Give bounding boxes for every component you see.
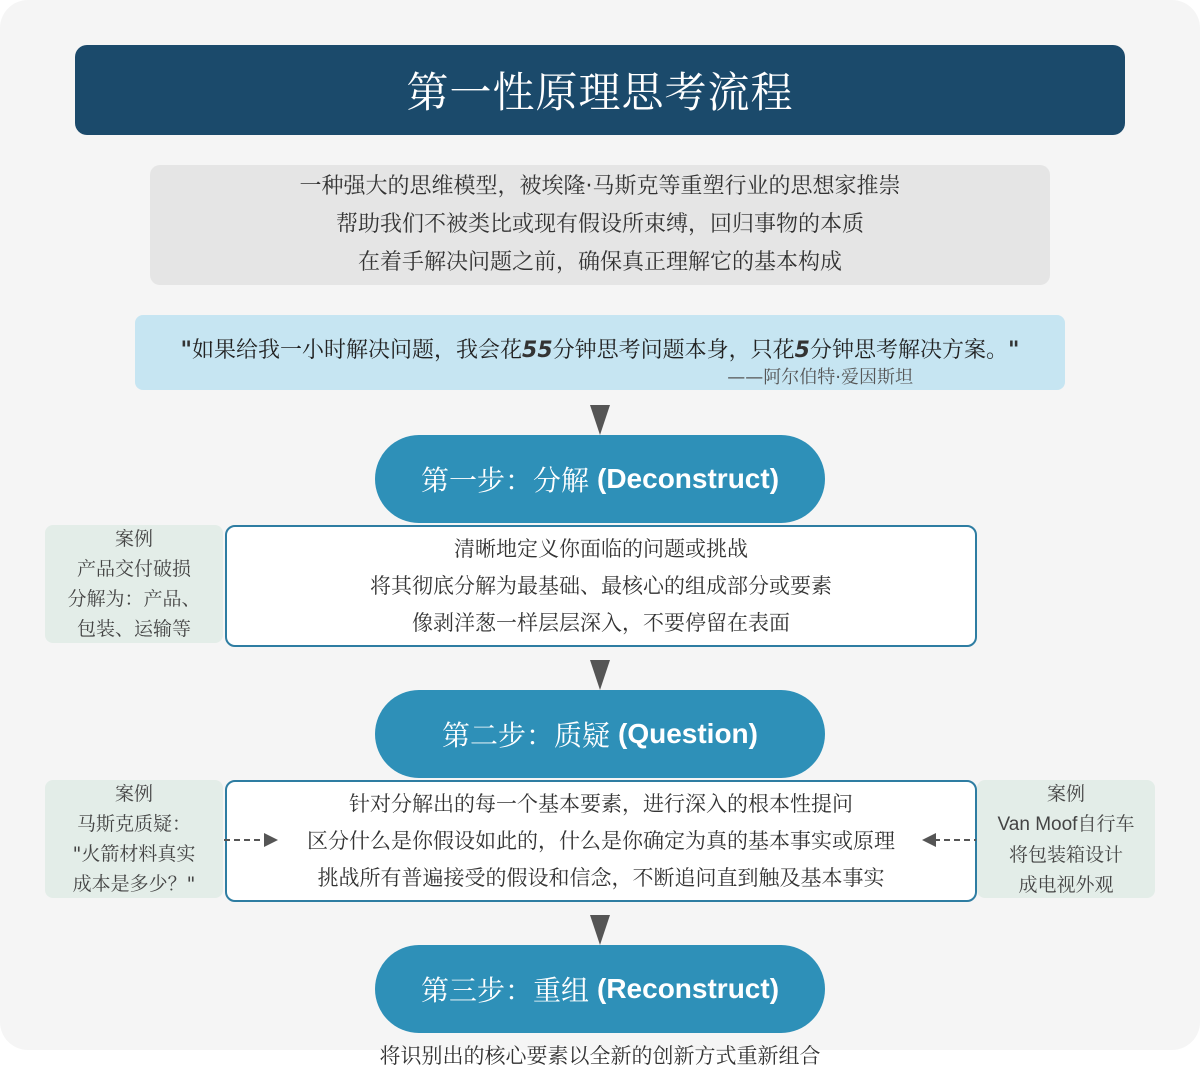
example-line: 分解为：产品、 [67, 588, 201, 610]
example-line: 将包装箱设计 [1008, 843, 1123, 866]
step2-label-zh: 第二步：质疑 [441, 719, 610, 752]
step2-box [225, 780, 977, 902]
step3-pill [375, 945, 825, 1033]
step1-line: 像剥洋葱一样层层深入，不要停留在表面 [412, 610, 790, 635]
step3-label-en: (Reconstruct) [597, 973, 780, 1004]
page-title: 第一性原理思考流程 [406, 68, 794, 117]
step2-line: 区分什么是你假设如此的，什么是你确定为真的基本事实或原理 [307, 828, 895, 853]
step1-line: 清晰地定义你面临的问题或挑战 [454, 536, 748, 561]
quote-number: 55 [522, 338, 553, 363]
step2-right-example [977, 780, 1155, 898]
example-line-suffix: 自行车 [1077, 812, 1135, 835]
quote-box [135, 315, 1065, 390]
example-line: 马斯克质疑： [76, 813, 191, 835]
quote-part: 分钟思考解决方案。 [809, 338, 1008, 363]
step1-label-zh: 第一步：分解 [420, 464, 589, 497]
step1-pill [375, 435, 825, 523]
step1-line: 将其彻底分解为最基础、最核心的组成部分或要素 [370, 573, 832, 598]
right-dashed-arrow-icon [920, 830, 978, 850]
step2-pill [375, 690, 825, 778]
example-brand: Van Moof [997, 813, 1078, 835]
quote-author: ——阿尔伯特·爱因斯坦 [727, 367, 913, 388]
example-line: 产品交付破损 [76, 558, 191, 580]
step1-label-en: (Deconstruct) [597, 463, 780, 494]
step2-line: 针对分解出的每一个基本要素，进行深入的根本性提问 [349, 791, 853, 816]
quote-open-mark: " [180, 338, 192, 363]
left-dashed-arrow-icon [222, 830, 282, 850]
flow-arrow-icon [590, 405, 610, 435]
example-line: "火箭材料真实 [72, 843, 196, 865]
intro-box [150, 165, 1050, 285]
example-title: 案例 [1046, 782, 1085, 805]
step3-label-zh: 第三步：重组 [420, 974, 589, 1007]
example-line: 成本是多少？" [72, 873, 196, 895]
quote-part: 分钟思考问题本身，只花 [552, 338, 795, 363]
title-banner [75, 45, 1125, 135]
flow-arrow-icon [590, 660, 610, 690]
intro-line: 在着手解决问题之前，确保真正理解它的基本构成 [357, 250, 842, 275]
step1-example [45, 525, 223, 643]
flow-arrow-icon [590, 915, 610, 945]
step2-line: 挑战所有普遍接受的假设和信念，不断追问直到触及基本事实 [317, 865, 885, 890]
example-line [998, 809, 1135, 840]
example-line: 成电视外观 [1018, 873, 1114, 896]
intro-line: 帮助我们不被类比或现有假设所束缚，回归事物的本质 [335, 212, 864, 237]
example-title: 案例 [114, 528, 153, 550]
example-title: 案例 [114, 783, 153, 805]
quote-close-mark: " [1007, 338, 1020, 363]
example-line: 包装、运输等 [76, 618, 191, 640]
step2-label-en: (Question) [618, 718, 758, 749]
step1-box [225, 525, 977, 647]
quote-part: 如果给我一小时解决问题，我会花 [192, 338, 523, 363]
intro-line: 一种强大的思维模型，被埃隆·马斯克等重塑行业的思想家推崇 [299, 174, 901, 199]
quote-number: 5 [794, 338, 810, 363]
quote-text [135, 333, 1065, 364]
step3-description: 将识别出的核心要素以全新的创新方式重新组合 [379, 1044, 821, 1068]
step2-left-example [45, 780, 223, 898]
